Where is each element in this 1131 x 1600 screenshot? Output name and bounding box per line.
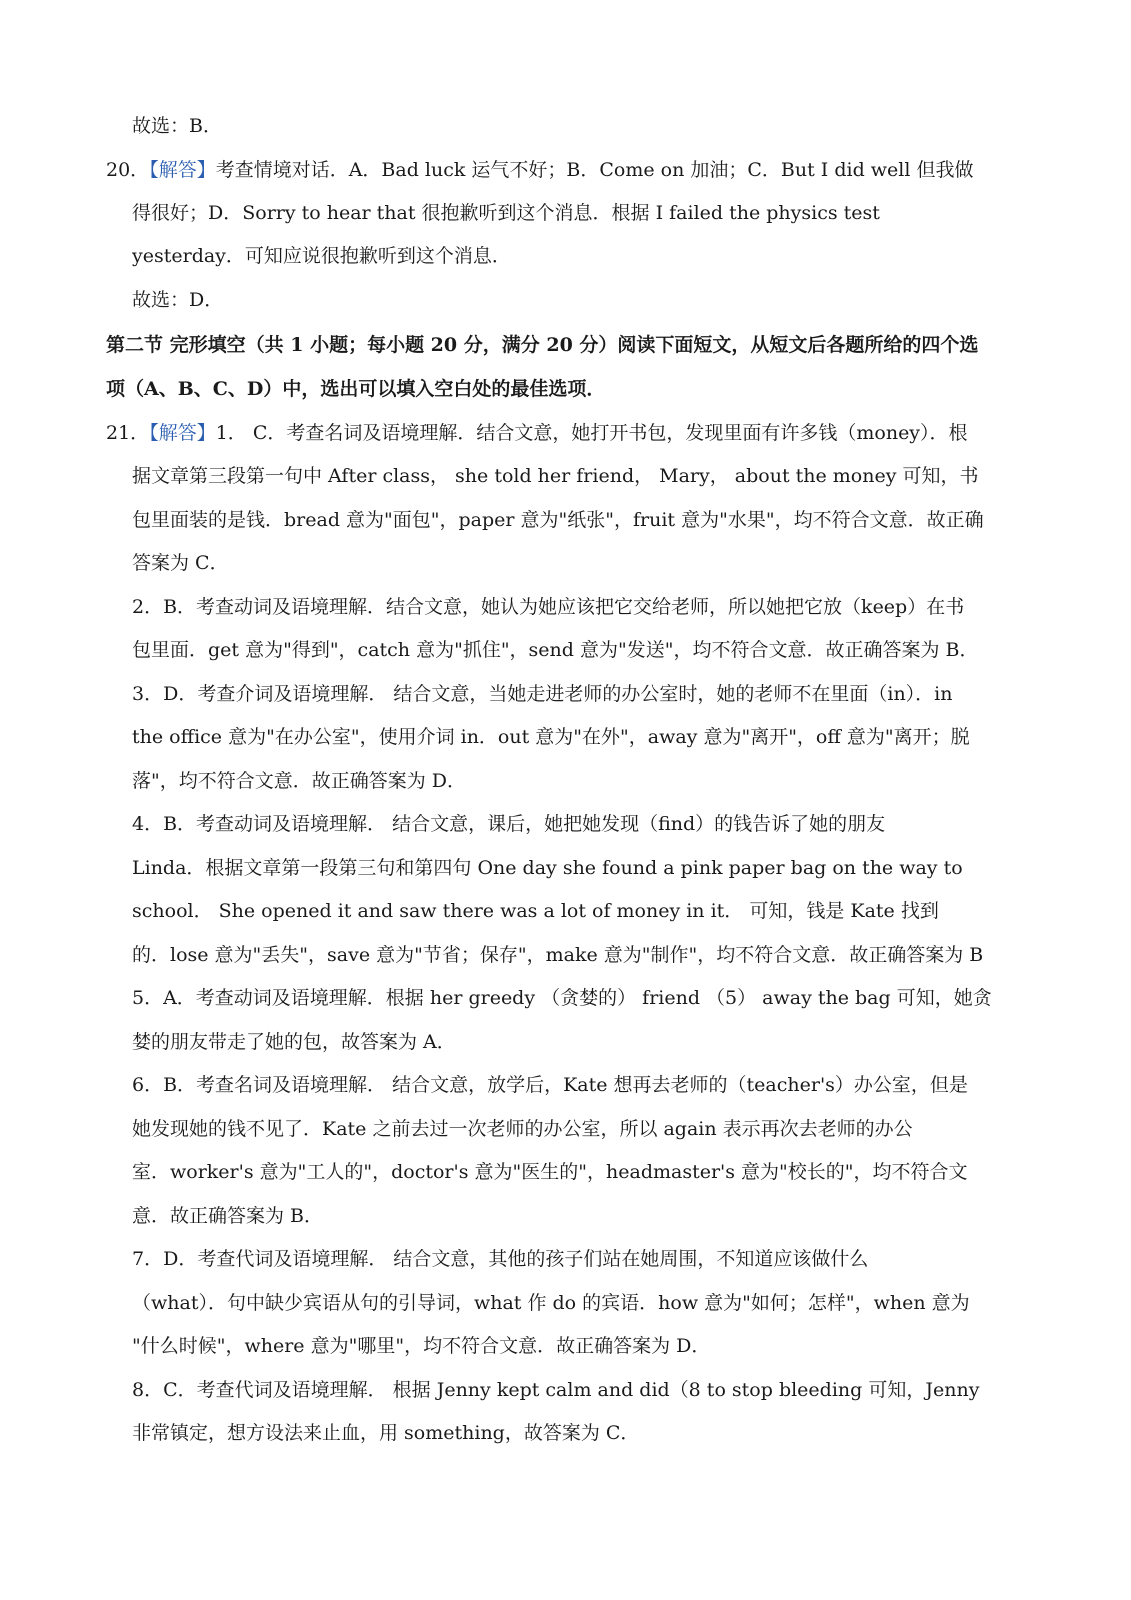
q20-line-2: 得很好；D．Sorry to hear that 很抱歉听到这个消息．根据 I failed the physics test (132, 202, 880, 224)
q20-line-1 (106, 155, 1006, 185)
item-6-line-3: 室．worker's 意为"工人的"，doctor's 意为"医生的"，headmaster's 意为"校长的"，均不符合文 (132, 1161, 968, 1183)
item-8-line-1: 8．C．考查代词及语境理解． 根据 Jenny kept calm and did（8 to stop bleeding 可知，Jenny (132, 1379, 980, 1401)
q20-answer-tag: 【解答】 (149, 159, 216, 181)
item-4-line-3: school． She opened it and saw there was a lot of money in it． 可知，钱是 Kate 找到 (132, 900, 939, 922)
q19-conclusion: 故选：B． (132, 115, 222, 137)
item-7-line-2: （what）．句中缺少宾语从句的引导词，what 作 do 的宾语．how 意为"如何；怎样"，when 意为 (132, 1292, 970, 1314)
item-5-line-2: 婪的朋友带走了她的包，故答案为 A． (132, 1031, 456, 1053)
q20-line-3: yesterday．可知应说很抱歉听到这个消息． (132, 245, 511, 267)
item-2-line-2: 包里面．get 意为"得到"，catch 意为"抓住"，send 意为"发送"，均不符合文意．故正确答案为 B． (132, 639, 979, 661)
item-2-line-1: 2．B．考查动词及语境理解．结合文意，她认为她应该把它交给老师，所以她把它放（keep）在书 (132, 596, 965, 618)
item-8-line-2: 非常镇定，想方设法来止血，用 something，故答案为 C． (132, 1422, 640, 1444)
q21-line-2: 据文章第三段第一句中 After class， she told her friend， Mary， about the money 可知，书 (132, 465, 979, 487)
q20-conclusion: 故选：D． (132, 289, 224, 311)
q21-text-1: 1． C．考查名词及语境理解．结合文意，她打开书包，发现里面有许多钱（money）．根 (215, 422, 968, 444)
item-5-line-1: 5．A．考查动词及语境理解．根据 her greedy （贪婪的） friend （5） away the bag 可知，她贪 (132, 987, 992, 1009)
section-heading-line-1: 第二节 完形填空（共 1 小题；每小题 20 分，满分 20 分）阅读下面短文，从短文后各题所给的四个选 (106, 334, 979, 356)
q21-line-4: 答案为 C． (132, 552, 229, 574)
item-4-line-1: 4．B．考查动词及语境理解． 结合文意，课后，她把她发现（find）的钱告诉了她的朋友 (132, 813, 886, 835)
item-7-line-3: "什么时候"，where 意为"哪里"，均不符合文意．故正确答案为 D． (132, 1335, 711, 1357)
q20-number: 20． (106, 159, 150, 181)
q21-number: 21． (106, 422, 150, 444)
item-4-line-2: Linda．根据文章第一段第三句和第四句 One day she found a pink paper bag on the way to (132, 857, 963, 879)
q21-line-1 (106, 418, 1006, 448)
item-3-line-3: 落"，均不符合文意．故正确答案为 D． (132, 770, 467, 792)
section-heading-line-2: 项（A、B、C、D）中，选出可以填入空白处的最佳选项． (106, 378, 606, 400)
item-4-line-4: 的．lose 意为"丢失"，save 意为"节省；保存"，make 意为"制作"，均不符合文意．故正确答案为 B (132, 944, 984, 966)
item-6-line-1: 6．B．考查名词及语境理解． 结合文意，放学后，Kate 想再去老师的（teacher's）办公室，但是 (132, 1074, 968, 1096)
item-3-line-2: the office 意为"在办公室"，使用介词 in．out 意为"在外"，away 意为"离开"，off 意为"离开；脱 (132, 726, 970, 748)
item-6-line-2: 她发现她的钱不见了．Kate 之前去过一次老师的办公室，所以 again 表示再次去老师的办公 (132, 1118, 913, 1140)
q21-answer-tag: 【解答】 (149, 422, 216, 444)
q20-text-1: 考查情境对话．A．Bad luck 运气不好；B．Come on 加油；C．But I did well 但我做 (215, 159, 974, 181)
item-6-line-4: 意．故正确答案为 B． (132, 1205, 324, 1227)
q21-line-3: 包里面装的是钱．bread 意为"面包"，paper 意为"纸张"，fruit 意为"水果"，均不符合文意．故正确 (132, 509, 984, 531)
item-7-line-1: 7．D．考查代词及语境理解． 结合文意，其他的孩子们站在她周围，不知道应该做什么 (132, 1248, 869, 1270)
item-3-line-1: 3．D．考查介词及语境理解． 结合文意，当她走进老师的办公室时，她的老师不在里面（in）．in (132, 683, 953, 705)
